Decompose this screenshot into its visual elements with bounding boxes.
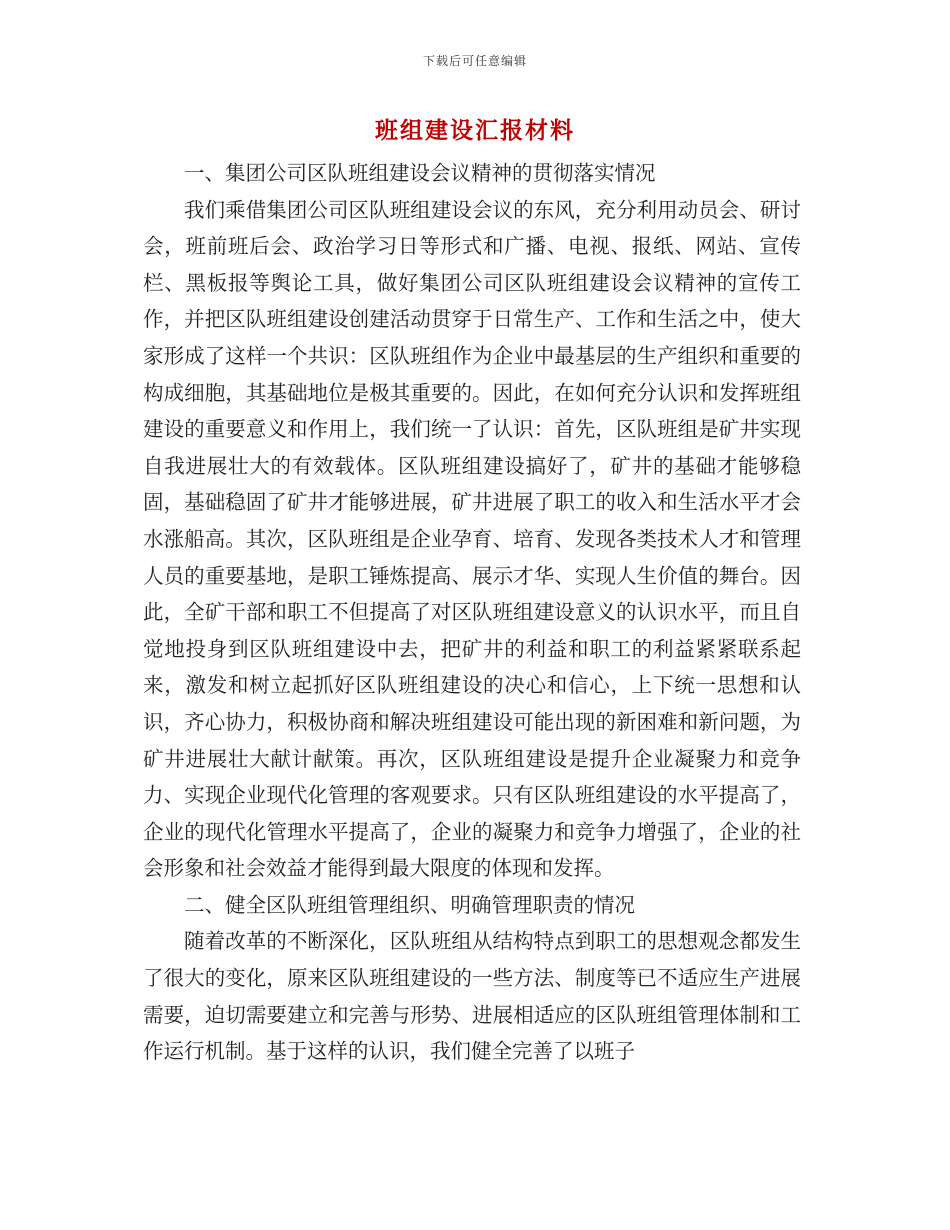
- page-header-note: 下载后可任意编辑: [422, 54, 527, 68]
- section-2-heading: 二、健全区队班组管理组织、明确管理职责的情况: [184, 892, 635, 917]
- document-body: [143, 155, 801, 1070]
- document-title: 班组建设汇报材料: [375, 118, 575, 144]
- section-1-paragraph: 我们乘借集团公司区队班组建设会议的东风，充分利用动员会、研讨会，班前班后会、政治学习日等形式和广播、电视、报纸、网站、宣传栏、黑板报等舆论工具，做好集团公司区队班组建设会议精神的宣传工作，并把区队班组建设创建活动贯穿于日常生产、工作和生活之中，使大家形成了这样一个共识：区队班组作为企业中最基层的生产组织和重要的构成细胞，其基础地位是极其重要的。因此，在如何充分认识和发挥班组建设的重要意义和作用上，我们统一了认识：首先，区队班组是矿井实现自我进展壮大的有效载体。区队班组建设搞好了，矿井的基础才能够稳固，基础稳固了矿井才能够进展，矿井进展了职工的收入和生活水平才会水涨船高。其次，区队班组是企业孕育、培育、发现各类技术人才和管理人员的重要基地，是职工锤炼提高、展示才华、实现人生价值的舞台。因此，全矿干部和职工不但提高了对区队班组建设意义的认识水平，而且自觉地投身到区队班组建设中去，把矿井的利益和职工的利益紧紧联系起来，激发和树立起抓好区队班组建设的决心和信心，上下统一思想和认识，齐心协力，积极协商和解决班组建设可能出现的新困难和新问题，为矿井进展壮大献计献策。再次，区队班组建设是提升企业凝聚力和竞争力、实现企业现代化管理的客观要求。只有区队班组建设的水平提高了，企业的现代化管理水平提高了，企业的凝聚力和竞争力增强了，企业的社会形象和社会效益才能得到最大限度的体现和发挥。: [143, 197, 801, 881]
- section-1-heading: 一、集团公司区队班组建设会议精神的贯彻落实情况: [184, 161, 656, 185]
- section-2-paragraph: 随着改革的不断深化，区队班组从结构特点到职工的思想观念都发生了很大的变化，原来区队班组建设的一些方法、制度等已不适应生产进展需要，迫切需要建立和完善与形势、进展相适应的区队班组管理体制和工作运行机制。基于这样的认识，我们健全完善了以班子: [143, 929, 801, 1064]
